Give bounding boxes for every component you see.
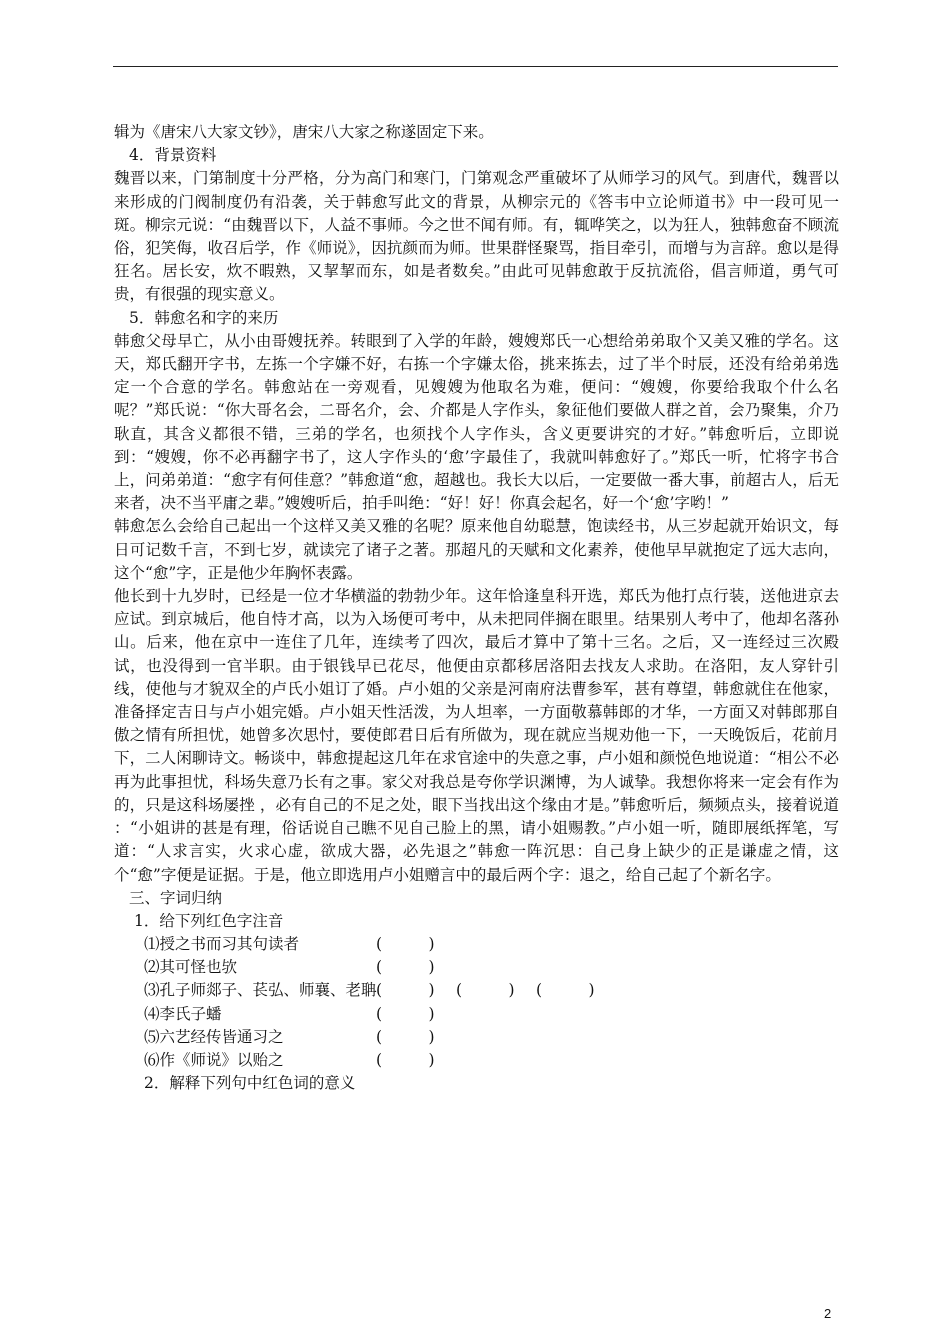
heading-name-origin: 5．韩愈名和字的来历	[129, 308, 279, 327]
question-row	[114, 956, 839, 979]
question-text: ⑴授之书而习其句读者	[144, 935, 300, 954]
question-row	[114, 979, 839, 1002]
header-rule	[113, 66, 838, 67]
subheading-pronunciation: 1．给下列红色字注音	[134, 911, 284, 930]
question-text: ⑷李氏子蟠	[144, 1004, 222, 1023]
paragraph-name-origin-3: 他长到十九岁时，已经是一位才华横溢的勃勃少年。这年恰逢皇科开选，郑氏为他打点行装，送他进京去应试。到京城后，他自恃才高，以为入场便可考中，从未把同伴搁在眼里。结果别人考中了，他却名落孙山。后来，他在京中一连住了几年，连续考了四次，最后才算中了第十三名。之后，又一连经过三次殿试，也没得到一官半职。由于银钱早已花尽，他便由京都移居洛阳去找友人求助。在洛阳，友人穿针引线，使他与才貌双全的卢氏小姐订了婚。卢小姐的父亲是河南府法曹参军，甚有尊望，韩愈就住在他家，准备择定吉日与卢小姐完婚。卢小姐天性活泼，为人坦率，一方面敬慕韩郎的才华，一方面又对韩郎那自傲之情有所担忧，她曾多次思忖，要使郎君日后有所做为，现在就应当规劝他一下，一天晚饭后，花前月下，二人闲聊诗文。畅谈中，韩愈提起这几年在求官途中的失意之事，卢小姐和颜悦色地说道：“相公不必再为此事担忧，科场失意乃长有之事。家父对我总是夸你学识渊博，为人诚挚。我想你将来一定会有作为的，只是这科场屡挫 ，必有自己的不足之处，眼下当找出这个缘由才是。”韩愈听后，频频点头，接着说道 ：“小姐讲的甚是有理，俗话说自己瞧不见自己脸上的黑，请小姐赐教。”卢小姐一听，随即展纸挥笔，写道：“人求言实，火求心虚，欲成大器，必先退之”韩愈一阵沉思：自己身上缺少的正是谦虚之情，这个“愈”字便是证据。于是，他立即选用卢小姐赠言中的最后两个字：退之，给自己起了个新名字。	[114, 587, 839, 884]
answer-blank[interactable]: ( )	[376, 958, 435, 977]
subheading-meaning: 2．解释下列句中红色词的意义	[144, 1074, 356, 1093]
answer-blank[interactable]: ( )	[376, 935, 435, 954]
question-row	[114, 1026, 839, 1049]
answer-blank[interactable]: ( )	[376, 1027, 435, 1046]
question-text: ⑸六艺经传皆通习之	[144, 1027, 284, 1046]
question-row	[114, 933, 839, 956]
answer-blank[interactable]: ( )	[376, 981, 435, 1000]
paragraph-name-origin-1: 韩愈父母早亡，从小由哥嫂抚养。转眼到了入学的年龄，嫂嫂郑氏一心想给弟弟取个又美又雅的学名。这天，郑氏翻开字书，左拣一个字嫌不好，右拣一个字嫌太俗，挑来拣去，过了半个时辰，还没有给弟弟选定一个合意的学名。韩愈站在一旁观看，见嫂嫂为他取名为难，便问：“嫂嫂，你要给我取个什么名呢？”郑氏说：“你大哥名会，二哥名介，会、介都是人字作头，象征他们要做人群之首，会乃聚集，介乃耿直，其含义都很不错，三弟的学名，也须找个人字作头，含义更要讲究的才好。”韩愈听后，立即说到：“嫂嫂，你不必再翻字书了，这人字作头的‘愈’字最佳了，我就叫韩愈好了。”郑氏一听，忙将字书合上，问弟弟道：“愈字有何佳意？”韩愈道“愈，超越也。我长大以后，一定要做一番大事，前超古人，后无来者，决不当平庸之辈。”嫂嫂听后，拍手叫绝：“好！好！你真会起名，好一个‘愈’字哟！”	[114, 331, 839, 513]
answer-blank[interactable]: ( )	[456, 981, 515, 1000]
section-heading-vocabulary: 三、字词归纳	[129, 888, 223, 907]
page-number: 2	[824, 1306, 832, 1321]
question-text: ⑹作《师说》以贻之	[144, 1051, 284, 1070]
paragraph-name-origin-2: 韩愈怎么会给自己起出一个这样又美又雅的名呢？原来他自幼聪慧，饱读经书，从三岁起就开始识文，每日可记数千言，不到七岁，就读完了诸子之著。那超凡的天赋和文化素养，使他早早就抱定了远大志向，这个“愈”字，正是他少年胸怀表露。	[114, 517, 839, 582]
continuation-line: 辑为《唐宋八大家文钞》，唐宋八大家之称遂固定下来。	[114, 123, 494, 141]
answer-blank[interactable]: ( )	[376, 1004, 435, 1023]
answer-blank[interactable]: ( )	[376, 1051, 435, 1070]
answer-blank[interactable]: ( )	[536, 981, 595, 1000]
heading-background: 4．背景资料	[129, 146, 217, 165]
paragraph-background: 魏晋以来，门第制度十分严格，分为高门和寒门，门第观念严重破坏了从师学习的风气。到唐代，魏晋以来形成的门阀制度仍有沿袭，关于韩愈写此文的背景，从柳宗元的《答韦中立论师道书》中一段可见一斑。柳宗元说：“由魏晋以下，人益不事师。今之世不闻有师。有，辄哗笑之，以为狂人，独韩愈奋不顾流俗，犯笑侮，收召后学，作《师说》，因抗颜而为师。世果群怪聚骂，指目牵引，而增与为言辞。愈以是得狂名。居长安，炊不暇熟，又挈挈而东，如是者数矣。”由此可见韩愈敢于反抗流俗，倡言师道，勇气可贵，有很强的现实意义。	[114, 169, 839, 304]
question-text: ⑶孔子师郯子、苌弘、师襄、老聃	[144, 981, 377, 1000]
document-body	[114, 121, 839, 1095]
question-row	[114, 1049, 839, 1072]
question-text: ⑵其可怪也欤	[144, 958, 238, 977]
question-row	[114, 1003, 839, 1026]
